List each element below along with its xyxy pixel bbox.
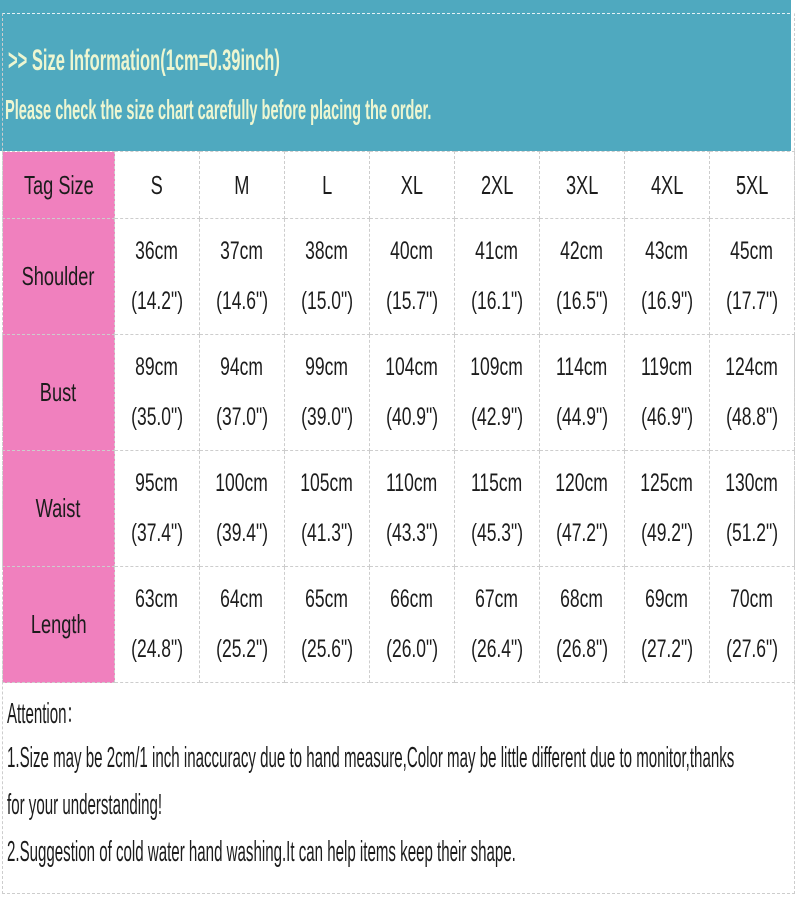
measurement-cell-text: (27.2") <box>641 635 693 663</box>
measurement-cell-text: (46.9") <box>641 403 693 431</box>
note-line-1 <box>7 735 800 782</box>
measurement-cell-text: (15.7") <box>386 287 438 315</box>
size-col-header-5xl-text: 5XL <box>735 169 769 200</box>
size-col-header-4xl-text: 4XL <box>650 169 684 200</box>
measurement-cell <box>710 219 795 335</box>
attention-heading: Attention： <box>7 698 82 730</box>
size-col-header-5xl <box>710 152 795 219</box>
measurement-cell-text: 69cm <box>645 585 689 613</box>
tag-size-header-cell <box>3 152 115 219</box>
size-col-header-l <box>285 152 370 219</box>
measurement-cell-text: 124cm <box>725 353 779 381</box>
table-row-bust <box>3 335 795 451</box>
measurement-cell-text: (48.8") <box>726 403 778 431</box>
measurement-cell <box>455 451 540 567</box>
measurement-cell-text: (47.2") <box>556 519 608 547</box>
measurement-cell-text: (25.6") <box>301 635 353 663</box>
measurement-cell <box>285 335 370 451</box>
measurement-cell-text: 37cm <box>220 237 264 265</box>
measurement-cell-text: 130cm <box>725 469 779 497</box>
measurement-cell <box>115 567 200 683</box>
measurement-cell-text: (39.4") <box>216 519 268 547</box>
row-label-bust-text: Bust <box>40 377 77 407</box>
note-line-2-text: for your understanding! <box>7 789 163 821</box>
measurement-cell <box>455 567 540 683</box>
measurement-cell <box>370 451 455 567</box>
measurement-cell <box>625 567 710 683</box>
note-line-2 <box>7 782 800 829</box>
size-col-header-2xl <box>455 152 540 219</box>
measurement-cell-text: 89cm <box>135 353 179 381</box>
measurement-cell <box>200 219 285 335</box>
page-title: >> Size Information(1cm=0.39inch) <box>8 44 280 77</box>
size-header-row <box>3 152 795 219</box>
measurement-cell-text: 94cm <box>220 353 264 381</box>
measurement-cell-text: (25.2") <box>216 635 268 663</box>
measurement-cell-text: 67cm <box>475 585 519 613</box>
measurement-cell-text: (16.1") <box>471 287 523 315</box>
header-subtitle: Please check the size chart carefully before placing the order. <box>5 94 432 125</box>
row-label-shoulder <box>3 219 115 335</box>
table-row-length <box>3 567 795 683</box>
tag-size-header-cell-text: Tag Size <box>23 169 94 200</box>
measurement-cell-text: 40cm <box>390 237 434 265</box>
measurement-cell <box>710 335 795 451</box>
row-label-shoulder-text: Shoulder <box>22 261 95 291</box>
measurement-cell <box>540 451 625 567</box>
size-table <box>2 151 795 683</box>
measurement-cell <box>455 219 540 335</box>
measurement-cell-text: 42cm <box>560 237 604 265</box>
measurement-cell-text: 120cm <box>555 469 609 497</box>
measurement-cell-text: 100cm <box>215 469 269 497</box>
measurement-cell <box>200 451 285 567</box>
measurement-cell <box>115 335 200 451</box>
measurement-cell <box>625 219 710 335</box>
measurement-cell-text: 41cm <box>475 237 519 265</box>
measurement-cell-text: (27.6") <box>726 635 778 663</box>
measurement-cell-text: 65cm <box>305 585 349 613</box>
measurement-cell <box>115 451 200 567</box>
row-label-waist <box>3 451 115 567</box>
measurement-cell <box>540 567 625 683</box>
measurement-cell-text: 110cm <box>386 469 438 497</box>
measurement-cell-text: (35.0") <box>131 403 183 431</box>
size-table-body <box>3 152 795 683</box>
measurement-cell <box>370 335 455 451</box>
measurement-cell-text: 95cm <box>135 469 179 497</box>
measurement-cell-text: 66cm <box>390 585 434 613</box>
measurement-cell-text: 43cm <box>645 237 689 265</box>
measurement-cell-text: 119cm <box>641 353 693 381</box>
measurement-cell-text: 63cm <box>135 585 179 613</box>
measurement-cell <box>710 567 795 683</box>
measurement-cell <box>370 567 455 683</box>
measurement-cell <box>625 335 710 451</box>
measurement-cell-text: 64cm <box>220 585 264 613</box>
measurement-cell-text: (15.0") <box>301 287 353 315</box>
size-col-header-l-text: L <box>321 169 333 200</box>
row-label-length <box>3 567 115 683</box>
table-row-shoulder <box>3 219 795 335</box>
size-col-header-3xl <box>540 152 625 219</box>
measurement-cell-text: (44.9") <box>556 403 608 431</box>
row-label-length-text: Length <box>30 609 87 639</box>
header-subtitle-line <box>5 94 800 126</box>
measurement-cell-text: 68cm <box>560 585 604 613</box>
size-col-header-4xl <box>625 152 710 219</box>
size-col-header-2xl-text: 2XL <box>480 169 514 200</box>
measurement-cell-text: (40.9") <box>386 403 438 431</box>
measurement-cell-text: (43.3") <box>386 519 438 547</box>
measurement-cell-text: (26.0") <box>386 635 438 663</box>
measurement-cell <box>540 335 625 451</box>
measurement-cell <box>115 219 200 335</box>
page-title-line <box>8 44 502 78</box>
measurement-cell-text: (37.0") <box>216 403 268 431</box>
measurement-cell <box>285 451 370 567</box>
measurement-cell-text: (24.8") <box>131 635 183 663</box>
measurement-cell <box>710 451 795 567</box>
measurement-cell-text: 109cm <box>470 353 524 381</box>
note-line-1-text: 1.Size may be 2cm/1 inch inaccuracy due to hand measure,Color may be little different due to monitor,thanks <box>7 742 735 774</box>
measurement-cell-text: 70cm <box>730 585 774 613</box>
measurement-cell-text: 115cm <box>471 469 523 497</box>
measurement-cell-text: (45.3") <box>471 519 523 547</box>
size-col-header-s <box>115 152 200 219</box>
measurement-cell-text: (49.2") <box>641 519 693 547</box>
size-col-header-xl-text: XL <box>400 169 424 200</box>
measurement-cell-text: (16.5") <box>556 287 608 315</box>
note-line-3-text: 2.Suggestion of cold water hand washing.It can help items keep their shape. <box>7 836 516 868</box>
measurement-cell-text: (26.8") <box>556 635 608 663</box>
measurement-cell-text: (41.3") <box>301 519 353 547</box>
note-line-3 <box>7 829 800 876</box>
size-col-header-m <box>200 152 285 219</box>
attention-notes <box>7 688 800 876</box>
size-col-header-m-text: M <box>234 169 250 200</box>
measurement-cell-text: 125cm <box>640 469 694 497</box>
measurement-cell-text: 104cm <box>385 353 439 381</box>
measurement-cell-text: (17.7") <box>726 287 778 315</box>
attention-heading-line <box>7 688 800 735</box>
measurement-cell-text: 45cm <box>730 237 774 265</box>
measurement-cell <box>455 335 540 451</box>
size-col-header-xl <box>370 152 455 219</box>
measurement-cell-text: (16.9") <box>641 287 693 315</box>
measurement-cell-text: (26.4") <box>471 635 523 663</box>
measurement-cell <box>370 219 455 335</box>
measurement-cell <box>540 219 625 335</box>
measurement-cell-text: (51.2") <box>726 519 778 547</box>
measurement-cell <box>200 335 285 451</box>
measurement-cell-text: 105cm <box>300 469 354 497</box>
row-label-waist-text: Waist <box>36 493 81 523</box>
size-col-header-s-text: S <box>150 169 164 200</box>
measurement-cell-text: 38cm <box>305 237 349 265</box>
measurement-cell-text: (39.0") <box>301 403 353 431</box>
measurement-cell <box>285 567 370 683</box>
measurement-cell-text: (37.4") <box>131 519 183 547</box>
measurement-cell-text: 99cm <box>305 353 349 381</box>
size-col-header-3xl-text: 3XL <box>565 169 599 200</box>
header-banner <box>0 0 791 151</box>
measurement-cell <box>200 567 285 683</box>
measurement-cell <box>625 451 710 567</box>
row-label-bust <box>3 335 115 451</box>
measurement-cell-text: (14.6") <box>216 287 268 315</box>
measurement-cell-text: (42.9") <box>471 403 523 431</box>
measurement-cell <box>285 219 370 335</box>
measurement-cell-text: 114cm <box>556 353 608 381</box>
table-row-waist <box>3 451 795 567</box>
measurement-cell-text: (14.2") <box>131 287 183 315</box>
measurement-cell-text: 36cm <box>135 237 179 265</box>
